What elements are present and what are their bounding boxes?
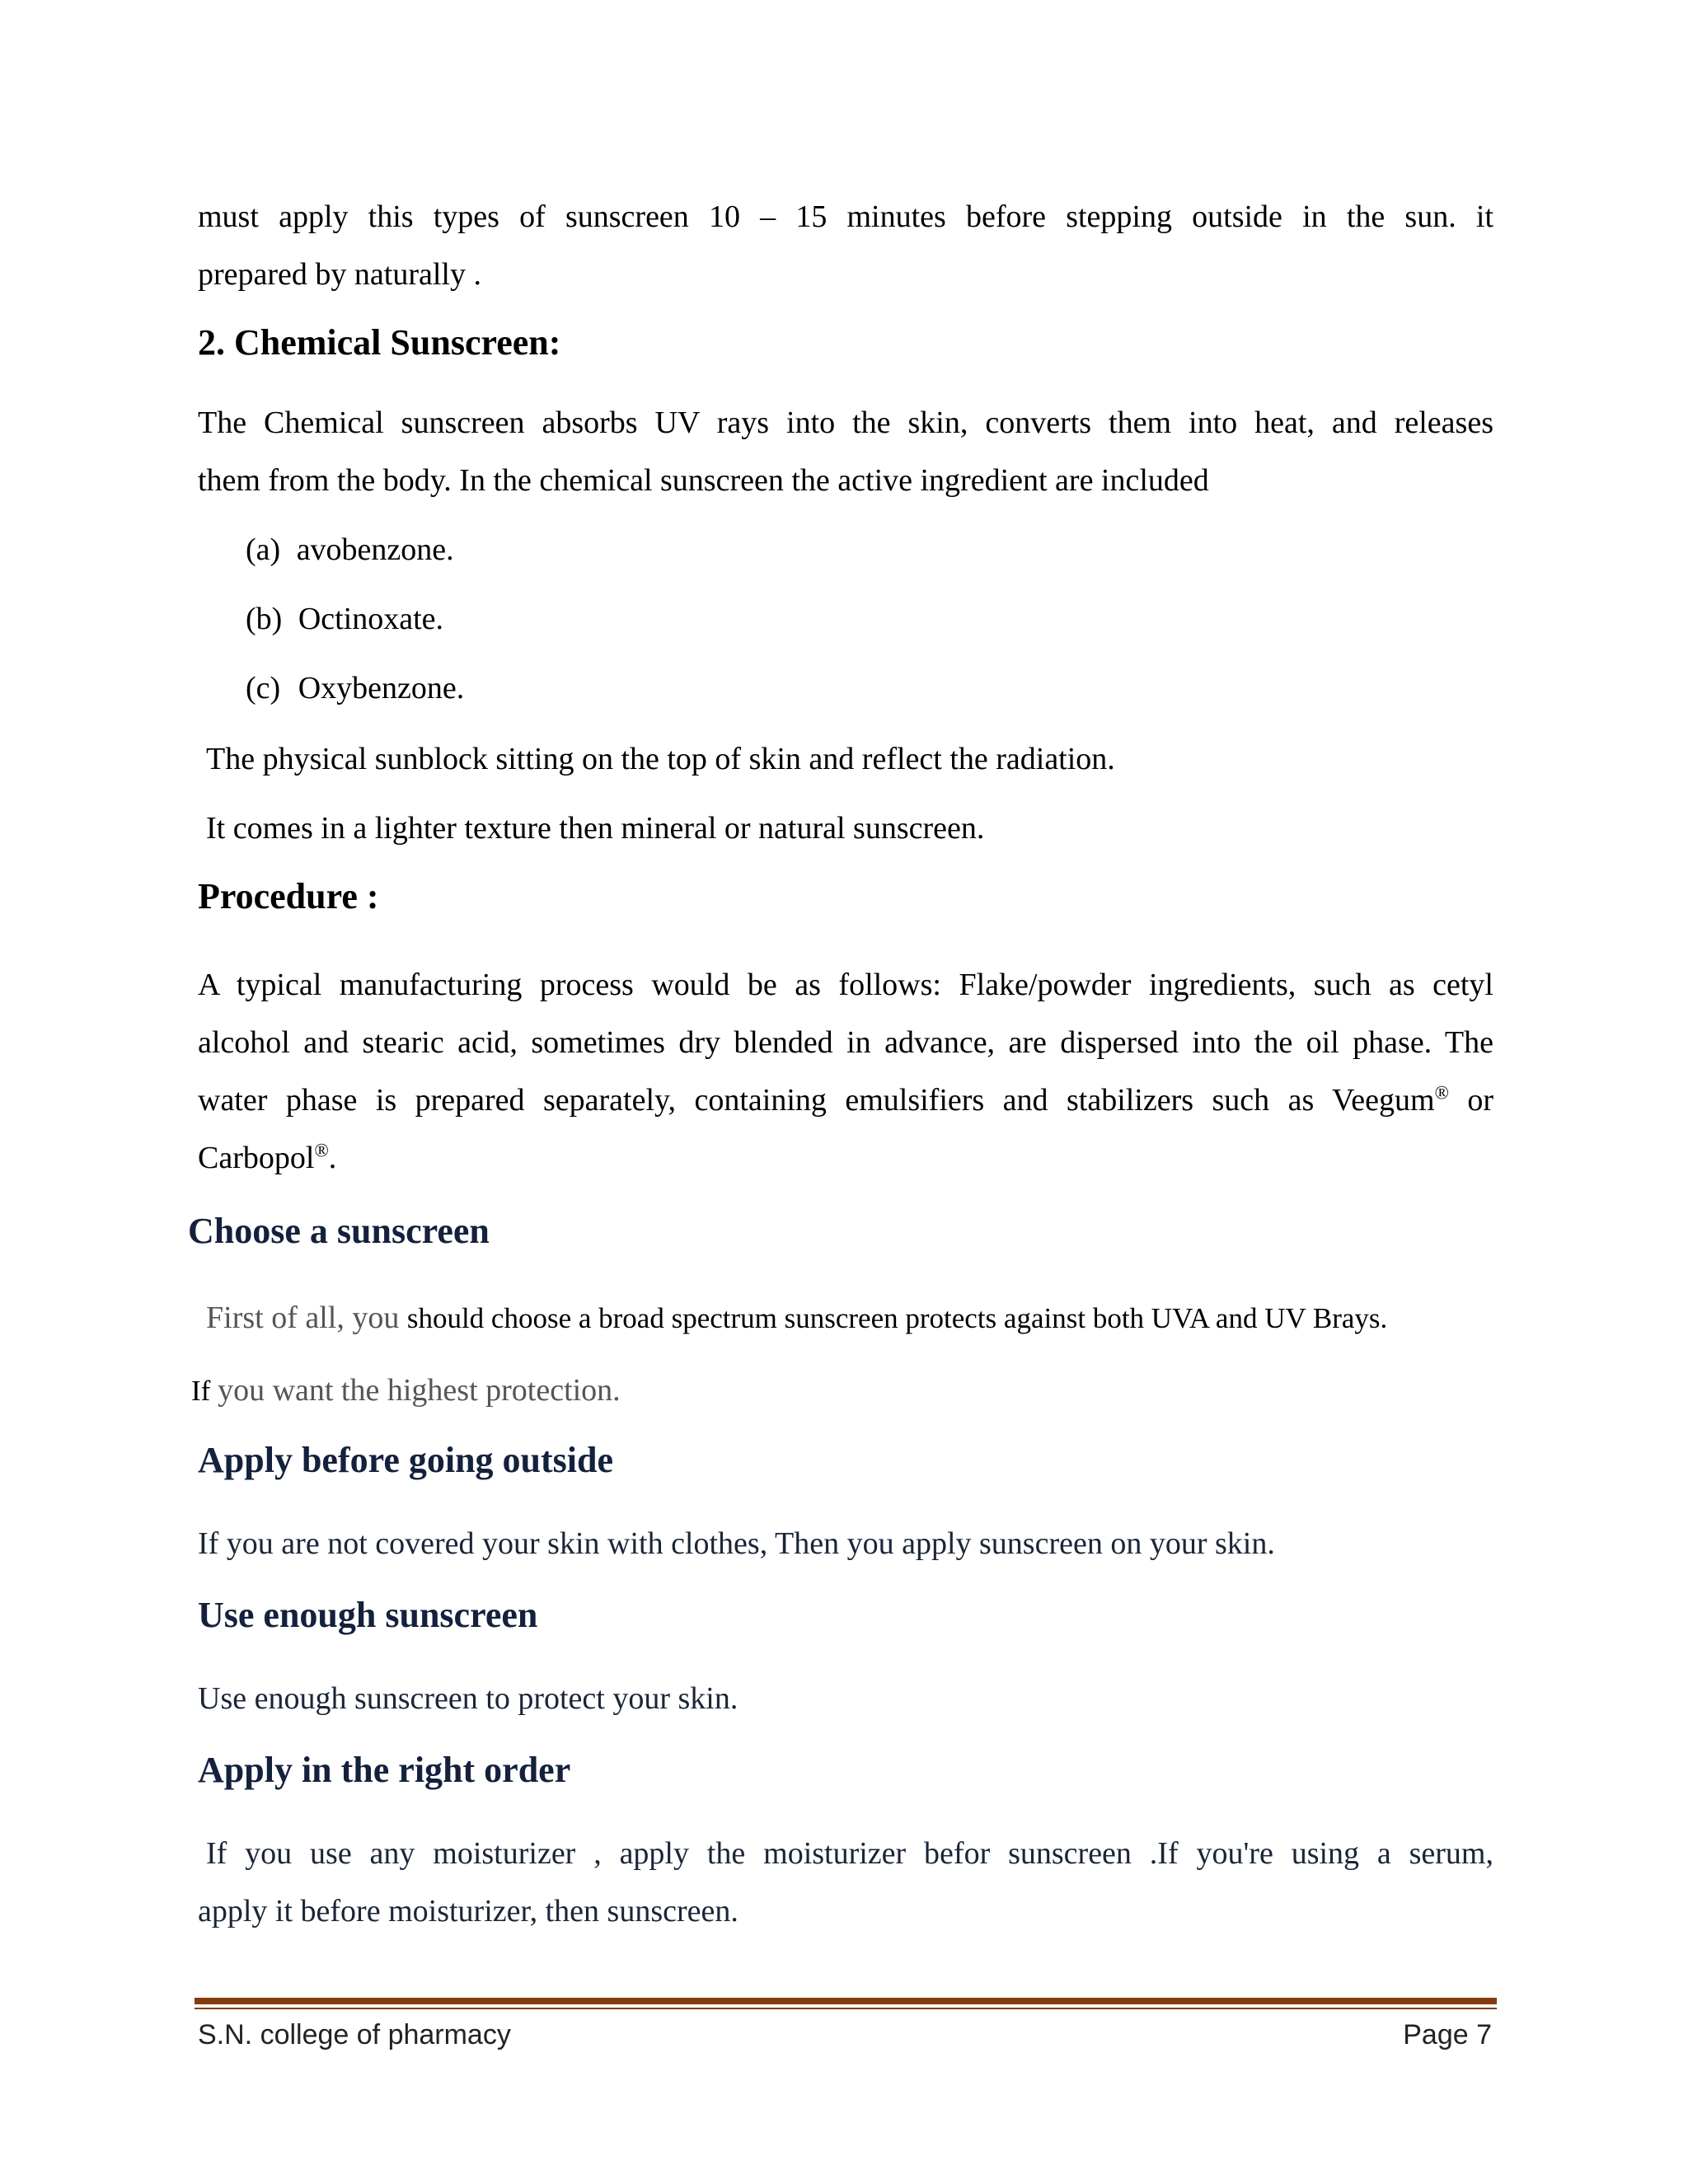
choose-line-1-lead: First of all, you [206,1301,407,1335]
chemical-line-1: The Chemical sunscreen absorbs UV rays into the skin, converts them into heat, and releases [198,405,1493,440]
list-item [246,659,464,717]
use-enough-text: Use enough sunscreen to protect your skin. [198,1681,738,1716]
choose-line-1 [206,1289,1387,1347]
intro-line-1: must apply this types of sunscreen 10 – 15 minutes before stepping outside in the sun. it [198,199,1493,234]
list-marker: (a) [246,532,281,567]
list-marker: (c) [246,671,281,705]
footer-college: S.N. college of pharmacy [198,2019,511,2050]
choose-line-2-rest: you want the highest protection. [218,1373,621,1408]
list-item [246,521,454,579]
procedure-line-4-end: . [328,1141,337,1175]
use-enough-heading: Use enough sunscreen [198,1595,538,1635]
choose-heading: Choose a sunscreen [188,1211,490,1251]
procedure-line-2: alcohol and stearic acid, sometimes dry blended in advance, are dispersed into the oil phase. The [198,1025,1493,1060]
apply-before-text: If you are not covered your skin with clothes, Then you apply sunscreen on your skin. [198,1526,1275,1561]
registered-mark: ® [1434,1082,1449,1104]
list-item-text: avobenzone. [296,532,454,567]
chemical-heading: 2. Chemical Sunscreen: [198,322,561,363]
procedure-line-3-end: or [1448,1083,1494,1118]
choose-line-2 [191,1361,621,1420]
procedure-line-4 [198,1129,336,1187]
footer-page-number: Page 7 [1403,2019,1492,2050]
procedure-line-4-text: Carbopol [198,1141,315,1175]
right-order-line-2: apply it before moisturizer, then sunscreen. [198,1894,738,1929]
procedure-line-3 [198,1071,1493,1129]
procedure-heading: Procedure : [198,876,379,916]
right-order-line-1: If you use any moisturizer , apply the moisturizer befor sunscreen .If you're using a serum, [206,1836,1493,1871]
list-marker: (b) [246,602,283,636]
choose-line-1-rest: should choose a broad spectrum sunscreen protects against both UVA and UV Brays. [406,1302,1388,1334]
procedure-line-3-text: water phase is prepared separately, containing emulsifiers and stabilizers such as Veegum [198,1083,1435,1118]
chemical-note-2: It comes in a lighter texture then mineral or natural sunscreen. [206,811,985,846]
footer-rule-thick [195,1998,1497,2004]
list-item [246,590,443,648]
right-order-heading: Apply in the right order [198,1750,571,1790]
procedure-line-1: A typical manufacturing process would be as follows: Flake/powder ingredients, such as cetyl [198,968,1493,1002]
intro-line-2: prepared by naturally . [198,257,481,292]
apply-before-heading: Apply before going outside [198,1440,614,1480]
list-item-text: Oxybenzone. [298,671,465,705]
registered-mark: ® [314,1140,329,1161]
choose-line-2-lead: If [191,1375,218,1407]
chemical-line-2: them from the body. In the chemical sunscreen the active ingredient are included [198,463,1209,498]
list-item-text: Octinoxate. [298,602,444,636]
footer-rule-thin [195,2008,1497,2009]
chemical-note-1: The physical sunblock sitting on the top of skin and reflect the radiation. [206,742,1115,776]
